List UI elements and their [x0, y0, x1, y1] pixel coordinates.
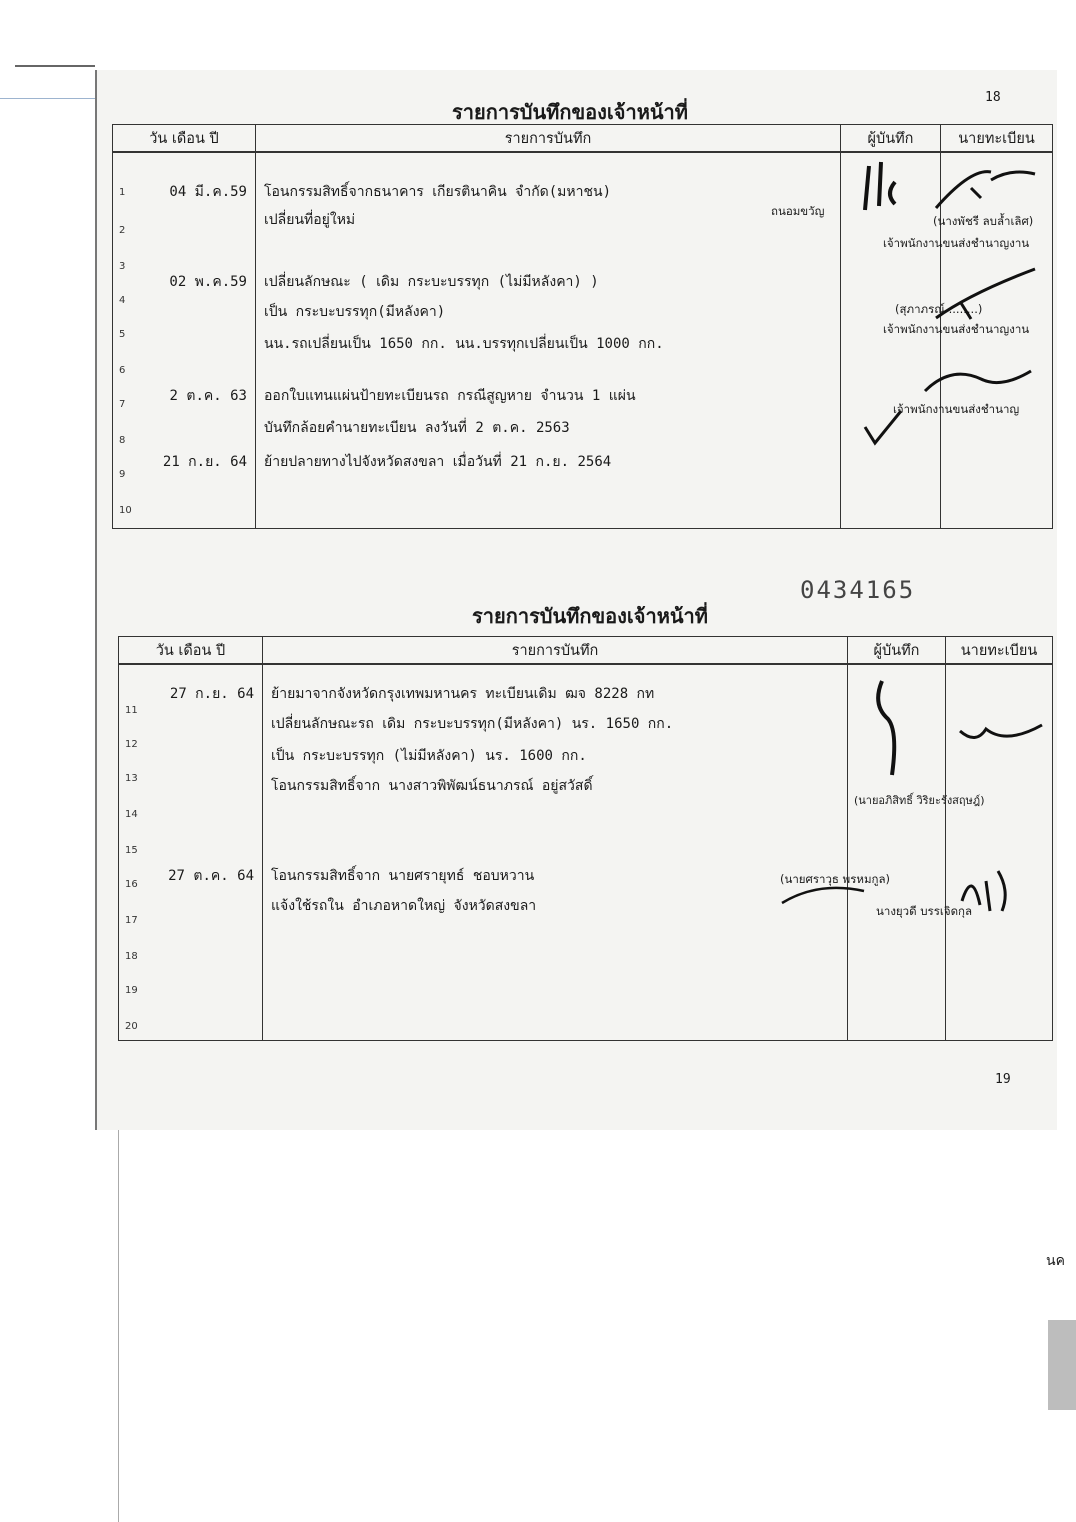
entry-date: 02 พ.ค.59 — [169, 274, 247, 290]
registrar-name: (นางพัชรี ลบล้ำเลิศ) — [933, 214, 1034, 228]
entry-line: บันทึกล้อยคำนายทะเบียน ลงวันที่ 2 ต.ค. 2563 — [264, 420, 570, 436]
line-number: 5 — [119, 329, 126, 340]
recorder-signature — [851, 158, 921, 218]
record-table-top — [112, 124, 1053, 529]
date-column — [119, 664, 263, 1040]
serial-stamp: 0434165 — [800, 576, 916, 604]
header-registrar: นายทะเบียน — [941, 125, 1053, 153]
line-number: 16 — [125, 879, 138, 890]
recorder-name: (นายศราวุธ พรหมกูล) — [780, 872, 891, 886]
registrar-signature — [956, 715, 1046, 755]
recorder-name: นางยุวดี บรรเจิดกุล — [876, 904, 973, 918]
record-column — [263, 664, 848, 1040]
line-number: 17 — [125, 915, 138, 926]
entry-line: โอนกรรมสิทธิ์จาก นายศรายุทธ์ ชอบหวาน — [271, 868, 535, 884]
entry-line: ย้ายมาจากจังหวัดกรุงเทพมหานคร ทะเบียนเดิม ฒจ 8228 กท — [271, 686, 655, 702]
scan-corner-mark — [15, 65, 95, 67]
line-number: 12 — [125, 739, 138, 750]
line-number: 3 — [119, 261, 126, 272]
line-number: 9 — [119, 469, 126, 480]
entry-line: แจ้งใช้รถใน อำเภอหาดใหญ่ จังหวัดสงขลา — [271, 898, 537, 914]
entry-line: นน.รถเปลี่ยนเป็น 1650 กก. นน.บรรทุกเปลี่ยนเป็น 1000 กก. — [264, 336, 664, 352]
header-registrar: นายทะเบียน — [946, 637, 1053, 665]
line-number: 1 — [119, 187, 126, 198]
header-record: รายการบันทึก — [256, 125, 841, 153]
record-column — [256, 152, 841, 528]
entry-line: เปลี่ยนลักษณะ ( เดิม กระบะบรรทุก (ไม่มีหลังคา) ) — [264, 274, 599, 290]
recorder-signature — [868, 675, 928, 785]
entry-line: ออกใบแทนแผ่นป้ายทะเบียนรถ กรณีสูญหาย จำนวน 1 แผ่น — [264, 388, 636, 404]
recorder-column — [841, 152, 941, 528]
margin-text: นค — [1046, 1253, 1065, 1269]
recorder-name: (นายอภิสิทธิ์ วิริยะรังสฤษฎ์) — [854, 794, 985, 807]
registrar-position: เจ้าพนักงานขนส่งชำนาญงาน — [883, 322, 1030, 336]
header-date: วัน เดือน ปี — [113, 125, 256, 153]
line-number: 4 — [119, 295, 126, 306]
line-number: 19 — [125, 985, 138, 996]
page-title-top: รายการบันทึกของเจ้าหน้าที่ — [452, 100, 688, 124]
lower-blank-sheet — [118, 1130, 1049, 1522]
registrar-name: (สุภาภรณ์ ........) — [895, 302, 983, 316]
header-record: รายการบันทึก — [263, 637, 848, 665]
header-date: วัน เดือน ปี — [119, 637, 263, 665]
entry-line: เปลี่ยนลักษณะรถ เดิม กระบะบรรทุก(มีหลังคา) นร. 1650 กก. — [271, 716, 674, 732]
recorder-column — [780, 664, 985, 1040]
line-number: 20 — [125, 1021, 138, 1032]
entry-date: 21 ก.ย. 64 — [162, 454, 247, 470]
entry-line: ย้ายปลายทางไปจังหวัดสงขลา เมื่อวันที่ 21 ก.ย. 2564 — [264, 454, 612, 470]
registrar-column — [883, 152, 1053, 528]
scan-edge-mark — [1048, 1320, 1076, 1410]
entry-date: 27 ก.ย. 64 — [169, 686, 254, 702]
entry-line: เป็น กระบะบรรทุก (ไม่มีหลังคา) นร. 1600 กก. — [271, 748, 587, 764]
line-number: 10 — [119, 505, 132, 516]
line-number: 18 — [125, 951, 138, 962]
registrar-position: เจ้าพนักงานขนส่งชำนาญงาน — [883, 236, 1030, 250]
line-number: 2 — [119, 225, 126, 236]
line-number: 7 — [119, 399, 126, 410]
entry-line: เปลี่ยนที่อยู่ใหม่ — [264, 212, 356, 228]
entry-date: 2 ต.ค. 63 — [169, 388, 247, 404]
entry-line: โอนกรรมสิทธิ์จาก นางสาวพิพัฒน์ธนาภรณ์ อยู่สวัสดิ์ — [271, 778, 593, 794]
page-title-bottom: รายการบันทึกของเจ้าหน้าที่ — [472, 604, 708, 628]
registrar-column — [946, 664, 1053, 1040]
header-recorder: ผู้บันทึก — [848, 637, 946, 665]
header-recorder: ผู้บันทึก — [841, 125, 941, 153]
line-number: 11 — [125, 705, 138, 716]
recorder-name-stamp: ถนอมขวัญ — [771, 204, 825, 218]
page-number-top: 18 — [985, 90, 1001, 105]
entry-date: 27 ต.ค. 64 — [168, 868, 254, 884]
registrar-signature — [921, 361, 1041, 401]
record-table-bottom — [118, 636, 1053, 1041]
registrar-signature — [956, 861, 1016, 921]
line-number: 13 — [125, 773, 138, 784]
entry-line: โอนกรรมสิทธิ์จากธนาคาร เกียรตินาคิน จำกัด(มหาชน) — [264, 184, 612, 200]
line-number: 8 — [119, 435, 126, 446]
registrar-position: เจ้าพนักงานขนส่งชำนาญ — [893, 402, 1020, 416]
page-number-bottom: 19 — [995, 1072, 1011, 1087]
entry-line: เป็น กระบะบรรทุก(มีหลังคา) — [264, 304, 446, 320]
entry-date: 04 มี.ค.59 — [169, 184, 247, 200]
line-number: 6 — [119, 365, 126, 376]
line-number: 15 — [125, 845, 138, 856]
line-number: 14 — [125, 809, 138, 820]
registrar-signature — [931, 158, 1041, 218]
date-column — [113, 152, 256, 528]
